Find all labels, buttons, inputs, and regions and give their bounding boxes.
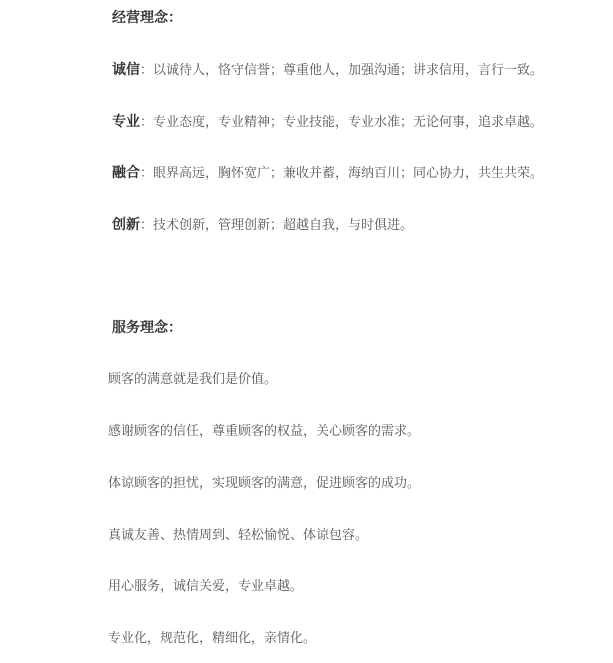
business-philosophy-heading: 经营理念： — [112, 10, 182, 26]
service-item: 体谅顾客的担忧，实现顾客的满意，促进顾客的成功。 — [108, 476, 421, 491]
philosophy-term: 专业 — [112, 114, 140, 130]
philosophy-term: 融合 — [112, 165, 140, 181]
service-item: 用心服务，诚信关爱，专业卓越。 — [108, 579, 304, 594]
philosophy-text: ：眼界高远，胸怀宽广；兼收并蓄，海纳百川；同心协力，共生共荣。 — [140, 166, 544, 181]
service-item: 专业化，规范化，精细化，亲情化。 — [108, 631, 317, 646]
philosophy-term: 诚信 — [112, 62, 140, 78]
philosophy-item-integrity — [112, 61, 543, 80]
philosophy-item-professional — [112, 113, 543, 132]
philosophy-text: ：技术创新，管理创新；超越自我，与时俱进。 — [140, 218, 414, 233]
service-item: 感谢顾客的信任，尊重顾客的权益，关心顾客的需求。 — [108, 424, 421, 439]
service-item: 顾客的满意就是我们是价值。 — [108, 372, 278, 387]
philosophy-term: 创新 — [112, 217, 140, 233]
service-philosophy-heading: 服务理念： — [112, 320, 182, 336]
philosophy-item-integration — [112, 164, 543, 183]
philosophy-text: ：以诚待人，恪守信誉；尊重他人，加强沟通；讲求信用，言行一致。 — [140, 63, 544, 78]
service-item: 真诚友善、热情周到、轻松愉悦、体谅包容。 — [108, 528, 369, 543]
philosophy-item-innovation — [112, 216, 413, 235]
philosophy-text: ：专业态度，专业精神；专业技能，专业水准；无论何事，追求卓越。 — [140, 115, 544, 130]
